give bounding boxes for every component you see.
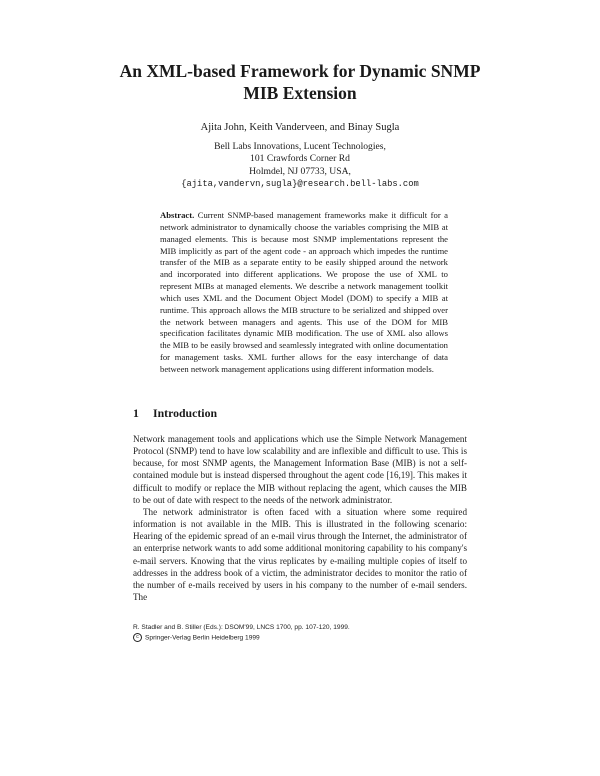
- affiliation-line-1: Bell Labs Innovations, Lucent Technologies,: [214, 141, 386, 152]
- publication-footer: [133, 623, 350, 642]
- section-title: Introduction: [153, 406, 218, 420]
- paper-title: [100, 60, 500, 104]
- section-body: [133, 433, 467, 603]
- abstract-label: Abstract.: [160, 210, 195, 220]
- affiliation-line-3: Holmdel, NJ 07733, USA,: [249, 165, 351, 177]
- author-list: Ajita John, Keith Vanderveen, and Binay Sugla: [200, 122, 400, 133]
- footer-citation: R. Stadler and B. Stiller (Eds.): DSOM'99, LNCS 1700, pp. 107-120, 1999.: [133, 624, 350, 631]
- affiliation-line-2: 101 Crawfords Corner Rd: [250, 153, 350, 165]
- body-paragraph: Network management tools and applications which use the Simple Network Management Protocol (SNMP) tend to have low scalability and are inflexible and difficult to use. This is because, for most SNMP agents, the Management Information Base (MIB) is not a self-contained module but is instead dispersed throughout the agent code [16,19]. This makes it difficult to modify or replace the MIB without replacing the agent, which causes the MIB to be out of date with respect to the needs of the network administrator.: [133, 434, 467, 505]
- author-email: {ajita,vandervn,sugla}@research.bell-labs.com: [181, 179, 419, 190]
- affiliation-block: [100, 141, 500, 191]
- section-heading: [133, 406, 217, 421]
- section-number: 1: [133, 406, 139, 420]
- footer-copyright: [133, 633, 350, 643]
- footer-publisher: Springer-Verlag Berlin Heidelberg 1999: [145, 633, 260, 641]
- body-paragraph: The network administrator is often faced with a situation where some required information is not available in the MIB. This is illustrated in the following scenario: Hearing of the epidemic spread of an e-mail virus through the Internet, the administrator of an enterprise network wants to add some additional monitoring capability to his company's e-mail servers. Knowing that the virus replicates by e-mailing multiple copies of itself to addresses in the address book of a victim, the administrator decides to monitor the ratio of the number of e-mails received by users in his company to the number of e-mail senders. The: [133, 506, 467, 603]
- title-line-2: MIB Extension: [243, 83, 357, 103]
- title-line-1: An XML-based Framework for Dynamic SNMP: [119, 61, 481, 81]
- abstract-text: Current SNMP-based management frameworks make it difficult for a network administrator to dynamically choose the variables comprising the MIB at managed elements. This is because most SNMP implementations represent the MIB implicitly as part of the agent code - an approach which impedes the runtime transfer of the MIB as a separate entity to be easily shipped around the network and incorporated into different applications. We propose the use of XML to represent MIBs at managed elements. We describe a network management toolkit which uses XML and the Document Object Model (DOM) to specify a MIB at runtime. This approach allows the MIB structure to be serialized and shipped over the network between managers and agents. This use of the DOM for MIB specification facilitates dynamic MIB modification. The use of XML also allows the MIB to be easily browsed and seamlessly integrated with online documentation for management tasks. XML further allows for the easy interchange of data between network management applications using different information models.: [160, 210, 449, 374]
- abstract-block: [160, 210, 448, 376]
- copyright-icon: c: [133, 633, 142, 642]
